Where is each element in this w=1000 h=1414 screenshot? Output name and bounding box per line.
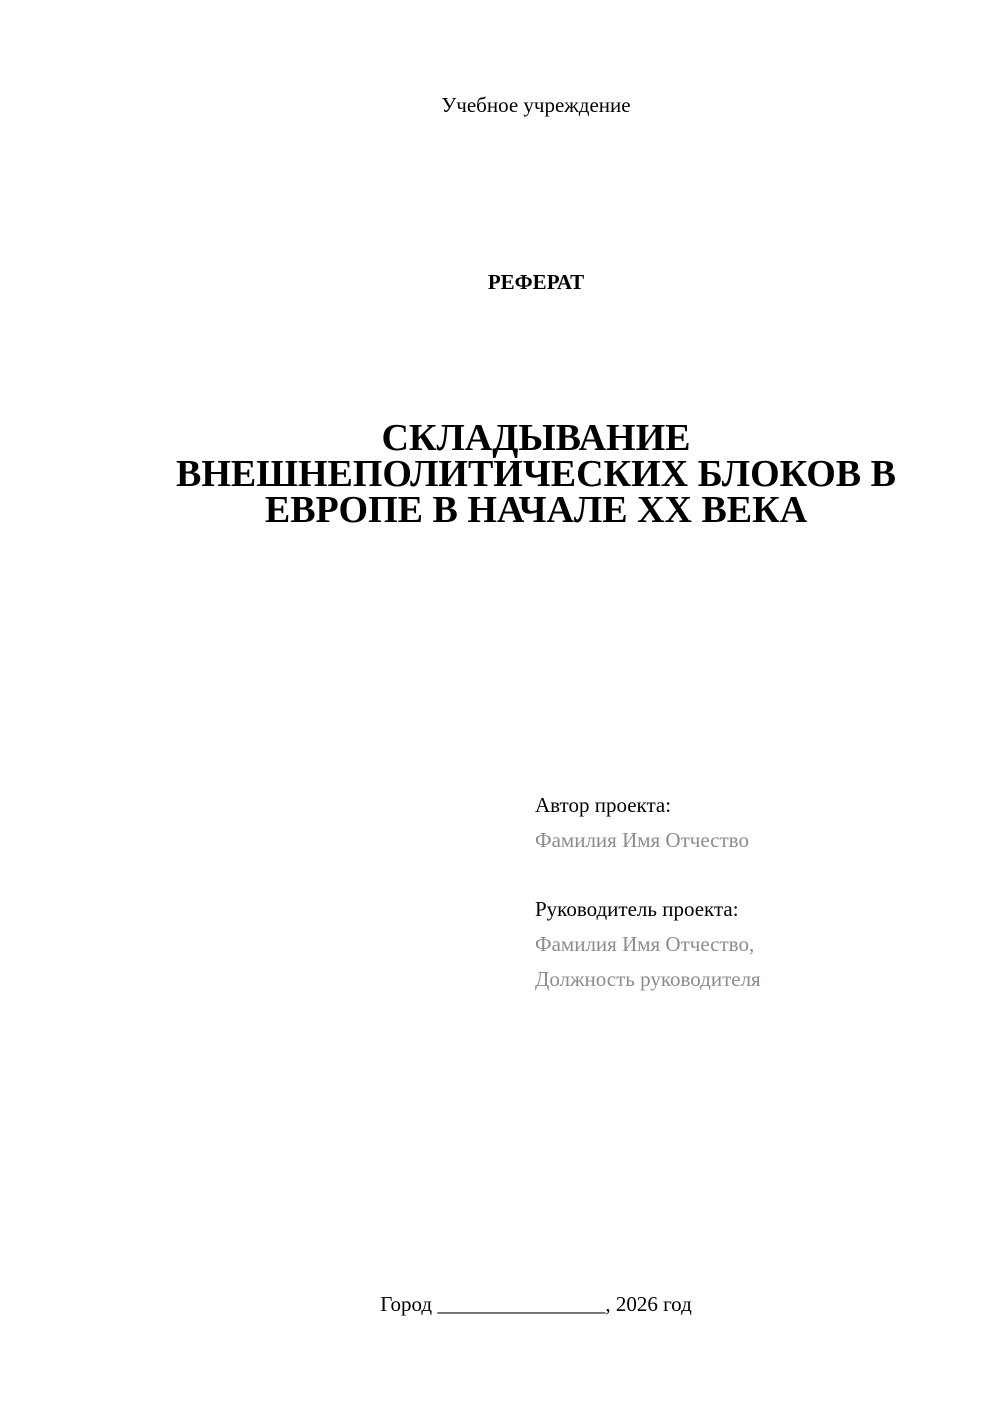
supervisor-name: Фамилия Имя Отчество, <box>535 932 755 956</box>
author-label: Автор проекта: <box>535 793 672 817</box>
spacer <box>535 858 975 892</box>
city-year-line: Город ________________, 2026 год <box>380 1292 692 1316</box>
title-line: СКЛАДЫВАНИЕ <box>381 417 691 459</box>
institution-name: Учебное учреждение <box>441 93 631 117</box>
document-title <box>120 417 952 531</box>
authors-block <box>535 788 975 997</box>
title-line: ЕВРОПЕ В НАЧАЛЕ XX ВЕКА <box>264 489 808 531</box>
title-line: ВНЕШНЕПОЛИТИЧЕСКИХ БЛОКОВ В <box>175 453 896 495</box>
author-name: Фамилия Имя Отчество <box>535 828 749 852</box>
supervisor-position: Должность руководителя <box>535 967 761 991</box>
document-type: РЕФЕРАТ <box>487 270 585 294</box>
supervisor-label: Руководитель проекта: <box>535 897 739 921</box>
